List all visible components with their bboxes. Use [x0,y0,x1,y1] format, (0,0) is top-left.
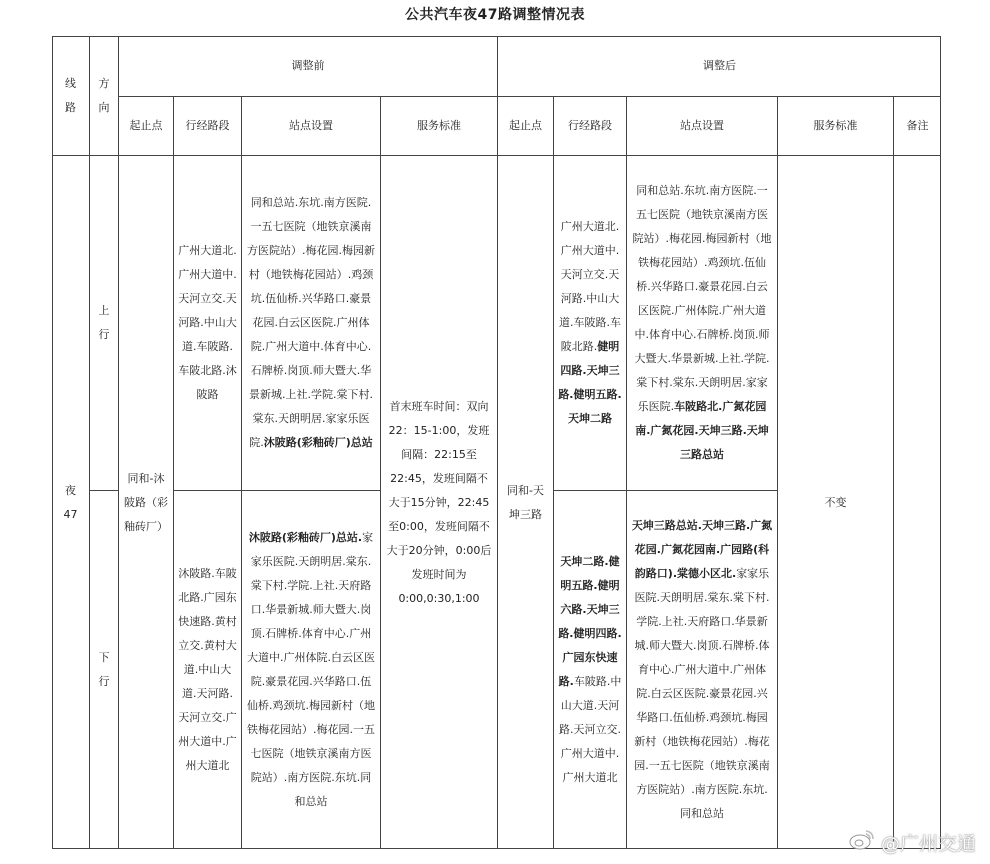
after-down-stops: 天坤三路总站.天坤三路.广氮花园.广氮花园南.广园路(科韵路口).棠德小区北.家家乐医院.天朗明居.棠东.棠下村.学院.上社.天府路口.华景新城.师大暨大.岗顶.石牌桥.体育中心.广州大道中.广州体院.白云区医院.豪景花园.兴华路口.伍仙桥.鸡颈坑.梅园新村（地铁梅花园站）.梅花园.一五七医院（地铁京溪南方医院站）.南方医院.东坑.同和总站 [626,490,777,849]
before-up-route: 广州大道北.广州大道中.天河立交.天河路.中山大道.车陂路.车陂北路.沐陂路 [173,155,241,490]
header-before-service: 服务标准 [380,96,497,155]
after-remark [893,155,941,849]
header-before-terminus: 起止点 [118,96,173,155]
after-service: 不变 [777,155,893,849]
header-before-stops: 站点设置 [241,96,380,155]
header-after-service: 服务标准 [777,96,893,155]
header-before: 调整前 [118,36,497,96]
after-up-route: 广州大道北.广州大道中.天河立交.天河路.中山大道.车陂路.车陂北路.健明四路.天坤三路.健明五路.天坤二路 [553,155,626,490]
line-number: 47 [63,507,78,521]
page-title: 公共汽车夜47路调整情况表 [405,7,585,23]
direction-up: 上行 [89,155,118,490]
header-before-route: 行经路段 [173,96,241,155]
direction-down: 下行 [89,490,118,849]
weibo-icon [849,829,875,856]
header-after-route: 行经路段 [553,96,626,155]
before-terminus: 同和-沐陂路（彩釉砖厂） [118,155,173,849]
watermark-text: @广州交通 [880,833,976,855]
before-service: 首末班车时间：双向22：15-1:00，发班间隔：22:15至22:45，发班间隔不大于15分钟，22:45至0:00，发班间隔不大于20分钟，0:00后发班时间为0:00,0:30,1:00 [380,155,497,849]
before-down-route: 沐陂路.车陂北路.广园东快速路.黄村立交.黄村大道.中山大道.天河路.天河立交.广州大道中.广州大道北 [173,490,241,849]
watermark [849,829,976,856]
line-name: 夜 [65,483,76,497]
line-cell [52,155,89,849]
header-after-terminus: 起止点 [497,96,553,155]
header-after: 调整后 [497,36,941,96]
before-up-stops: 同和总站.东坑.南方医院.一五七医院（地铁京溪南方医院站）.梅花园.梅园新村（地铁梅花园站）.鸡颈坑.伍仙桥.兴华路口.豪景花园.白云区医院.广州体院.广州大道中.体育中心.石牌桥.岗顶.师大暨大.华景新城.上社.学院.棠下村.棠东.天朗明居.家家乐医院.沐陂路(彩釉砖厂)总站 [241,155,380,490]
after-up-stops: 同和总站.东坑.南方医院.一五七医院（地铁京溪南方医院站）.梅花园.梅园新村（地铁梅花园站）.鸡颈坑.伍仙桥.兴华路口.豪景花园.白云区医院.广州体院.广州大道中.体育中心.石牌桥.岗顶.师大暨大.华景新城.上社.学院.棠下村.棠东.天朗明居.家家乐医院.车陂路北.广氮花园南.广氮花园.天坤三路.天坤三路总站 [626,155,777,490]
header-direction: 方向 [89,36,118,155]
before-down-stops: 沐陂路(彩釉砖厂)总站.家家乐医院.天朗明居.棠东.棠下村.学院.上社.天府路口.华景新城.师大暨大.岗顶.石牌桥.体育中心.广州大道中.广州体院.白云区医院.豪景花园.兴华路口.伍仙桥.鸡颈坑.梅园新村（地铁梅花园站）.梅花园.一五七医院（地铁京溪南方医院站）.南方医院.东坑.同和总站 [241,490,380,849]
after-down-route: 天坤二路.健明五路.健明六路.天坤三路.健明四路.广园东快速路.车陂路.中山大道.天河路.天河立交.广州大道中.广州大道北 [553,490,626,849]
header-remark: 备注 [893,96,941,155]
header-line: 线路 [65,76,76,114]
header-after-stops: 站点设置 [626,96,777,155]
after-terminus: 同和-天坤三路 [497,155,553,849]
